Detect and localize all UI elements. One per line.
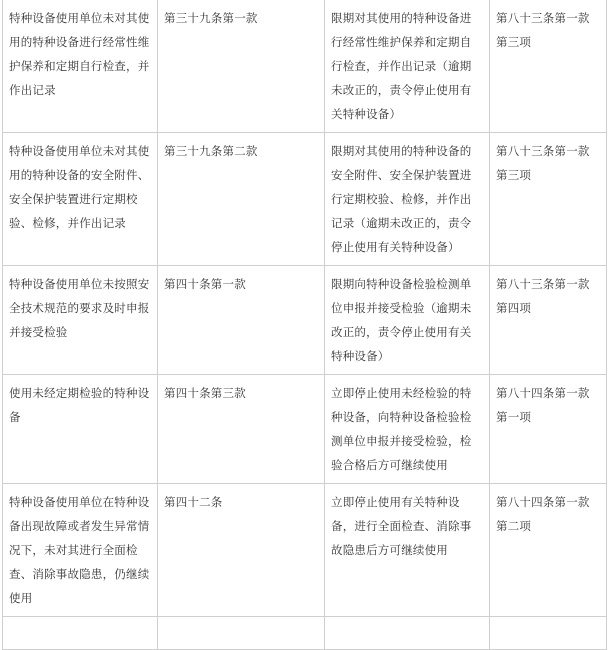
clause-cell: 第三十九条第一款 (158, 0, 325, 133)
requirement-cell: 立即停止使用有关特种设备，进行全面检查、消除事故隐患后方可继续使用 (325, 484, 490, 617)
table-row (3, 266, 607, 375)
penalty-clause-cell: 第八十四条第一款第二项 (490, 484, 607, 617)
clause-cell: 第四十条第三款 (158, 375, 325, 484)
requirement-cell: 限期对其使用的特种设备进行经常性维护保养和定期自行检查，并作出记录（逾期未改正的，责令停止使用有关特种设备） (325, 0, 490, 133)
violation-cell: 特种设备使用单位未对其使用的特种设备进行经常性维护保养和定期自行检查，并作出记录 (3, 0, 158, 133)
requirement-cell: 限期向特种设备检验检测单位申报并接受检验（逾期未改正的，责令停止使用有关特种设备） (325, 266, 490, 375)
violation-cell: 使用未经定期检验的特种设备 (3, 375, 158, 484)
empty-cell (3, 617, 158, 650)
requirement-cell: 限期对其使用的特种设备的安全附件、安全保护装置进行定期校验、检修，并作出记录（逾期未改正的，责令停止使用有关特种设备） (325, 133, 490, 266)
empty-cell (490, 617, 607, 650)
penalty-clause-cell: 第八十四条第一款第一项 (490, 375, 607, 484)
table-row-partial (3, 617, 607, 650)
clause-cell: 第四十二条 (158, 484, 325, 617)
table-row (3, 484, 607, 617)
violation-cell: 特种设备使用单位未按照安全技术规范的要求及时申报并接受检验 (3, 266, 158, 375)
violation-cell: 特种设备使用单位未对其使用的特种设备的安全附件、安全保护装置进行定期校验、检修，并作出记录 (3, 133, 158, 266)
empty-cell (158, 617, 325, 650)
requirement-cell: 立即停止使用未经检验的特种设备，向特种设备检验检测单位申报并接受检验，检验合格后方可继续使用 (325, 375, 490, 484)
penalty-clause-cell: 第八十三条第一款第三项 (490, 0, 607, 133)
table-row (3, 375, 607, 484)
table-row (3, 0, 607, 133)
regulation-table (2, 0, 607, 650)
clause-cell: 第四十条第一款 (158, 266, 325, 375)
clause-cell: 第三十九条第二款 (158, 133, 325, 266)
empty-cell (325, 617, 490, 650)
penalty-clause-cell: 第八十三条第一款第三项 (490, 133, 607, 266)
penalty-clause-cell: 第八十三条第一款第四项 (490, 266, 607, 375)
table-row (3, 133, 607, 266)
violation-cell: 特种设备使用单位在特种设备出现故障或者发生异常情况下，未对其进行全面检查、消除事故隐患，仍继续使用 (3, 484, 158, 617)
